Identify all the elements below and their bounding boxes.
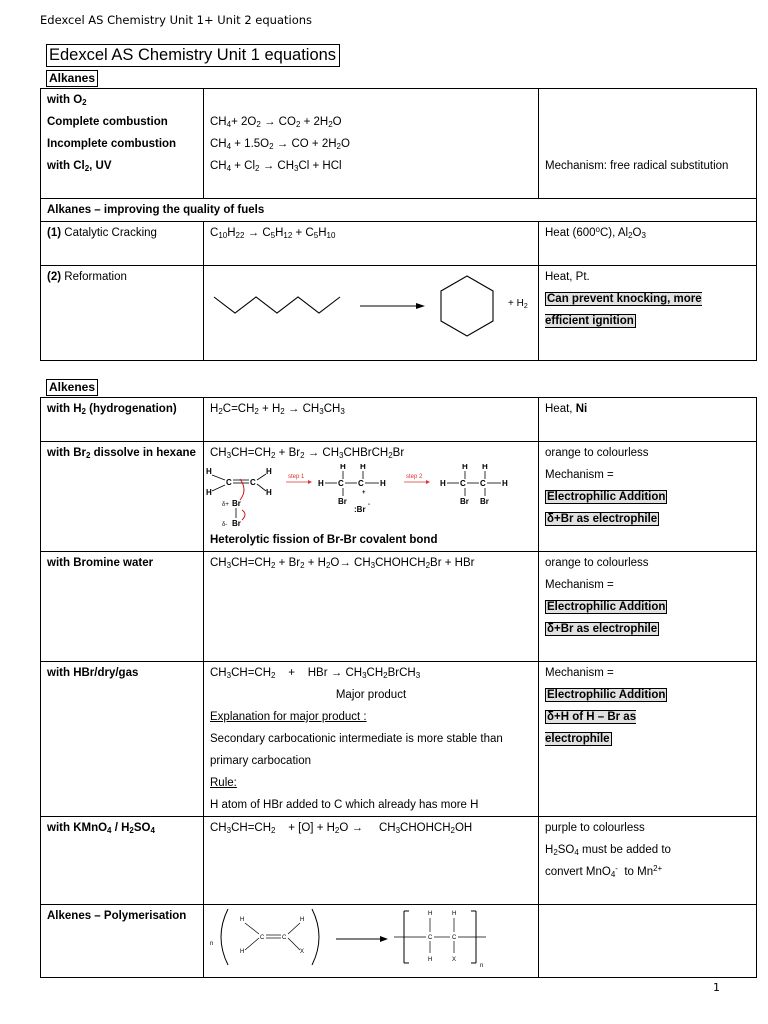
sulfuric-acid-note: $H_2SO_4$ must be added to (545, 844, 671, 857)
svg-text:H: H (206, 488, 212, 497)
kmno4-equation: $CH_3CH=CH_2$ + $[O] + H_2O$ → $CH_3CHOHCH_2OH$ (204, 817, 539, 905)
table-row: (2) Reformation + $H_2$ Heat, Pt. Can prevent knocking, more efficient ignition (41, 266, 757, 361)
electrophilic-addition-highlight: Electrophilic Addition (547, 491, 666, 503)
br2-mechanism-label: Mechanism = (545, 469, 614, 481)
page-header: Edexcel AS Chemistry Unit 1+ Unit 2 equations (40, 13, 313, 27)
hbr-equation: $CH_3CH=CH_2$ + HBr → $CH_3CH_2BrCH_3$ (210, 667, 421, 680)
table-row (41, 89, 757, 199)
electrophile-highlight: δ+Br as electrophile (547, 513, 658, 525)
table-row: (1) Catalytic Cracking $C_{10}H_{22} \to C_5H_{12} + C_5H_{10}$ Heat (600$^o$C), $Al_2O_3$ (41, 222, 757, 266)
with-cl2-label: with $Cl_2$, UV (47, 160, 112, 173)
table-row (41, 199, 757, 222)
alkenes-table (40, 397, 757, 978)
incomplete-combustion-label: Incomplete combustion (47, 138, 177, 150)
major-product-explanation-heading: Explanation for major product : (210, 711, 367, 723)
complete-combustion-label: Complete combustion (47, 116, 168, 128)
hbr-label: with HBr/dry/gas (41, 662, 204, 817)
permanganate-conversion-note: convert MnO$_4$- to $Mn^{2+}$ (545, 864, 663, 879)
svg-text:C: C (338, 479, 344, 488)
svg-text:n: n (210, 941, 214, 947)
hydrogenation-conditions: Heat, Ni (539, 398, 757, 442)
alkenes-section-label: Alkenes (46, 379, 98, 396)
svg-text:C: C (452, 935, 457, 941)
chlorination-equation: $CH_4 + Cl_2 \to CH_3Cl$ + HCl (210, 160, 342, 173)
table-row (41, 905, 757, 978)
complete-combustion-equation: $CH_4+ 2O_2 \to CO_2 + 2H_2O$ (210, 116, 342, 129)
br2-equation: $CH_3CH=CH_2 + Br_2$ → $CH_3CHBrCH_2Br$ (210, 447, 405, 460)
bromine-water-equation: $CH_3CH=CH_2 + Br_2 + H_2O\to$ $CH_3CHOHCH_2Br$ + HBr (204, 552, 539, 662)
cracking-conditions: Heat (600$^o$C), $Al_2O_3$ (539, 222, 757, 266)
electrophilic-addition-highlight: Electrophilic Addition (547, 689, 666, 701)
hbr-mechanism-label: Mechanism = (545, 667, 614, 679)
svg-text:H: H (300, 917, 305, 923)
svg-text:δ-: δ- (222, 522, 228, 528)
br2-colour-change: orange to colourless (545, 447, 649, 459)
svg-text:δ+: δ+ (222, 502, 229, 508)
cracking-equation: $C_{10}H_{22} \to C_5H_{12} + C_5H_{10}$ (204, 222, 539, 266)
table-row (41, 442, 757, 552)
svg-text:H: H (206, 467, 212, 476)
page-number: 1 (713, 981, 720, 994)
electrophilic-addition-mechanism (204, 464, 522, 528)
polymerisation-label: Alkenes – Polymerisation (41, 905, 204, 978)
svg-text:C: C (250, 478, 256, 487)
svg-text:H: H (340, 464, 346, 471)
svg-text:C: C (260, 935, 265, 941)
svg-text:H: H (440, 479, 446, 488)
svg-text:C: C (480, 479, 486, 488)
svg-text:H: H (266, 488, 272, 497)
hydrogenation-equation: $H_2C=CH_2 + H_2 \to CH_3CH_3$ (204, 398, 539, 442)
svg-text:Br: Br (232, 519, 241, 528)
bromine-water-mechanism-label: Mechanism = (545, 579, 614, 591)
svg-text:H: H (266, 467, 272, 476)
bromine-water-colour-change: orange to colourless (545, 557, 649, 569)
br2-hexane-label: with $Br_2$ dissolve in hexane (41, 442, 204, 552)
svg-text:H: H (428, 957, 433, 963)
svg-text:+: + (362, 490, 366, 496)
reformation-conditions: Heat, Pt. (545, 271, 590, 283)
major-product-explanation: Secondary carbocationic intermediate is more stable than primary carbocation (210, 733, 503, 767)
svg-text:H: H (318, 479, 324, 488)
svg-text:Br: Br (338, 497, 347, 506)
svg-text::Br: :Br (354, 505, 366, 514)
svg-text:step 1: step 1 (288, 474, 305, 480)
svg-text:H: H (240, 917, 245, 923)
arrow-head (416, 303, 425, 309)
svg-text:H: H (360, 464, 366, 471)
svg-text:H: H (502, 479, 508, 488)
kmno4-colour-change: purple to colourless (545, 822, 645, 834)
table-row (41, 662, 757, 817)
svg-text:H: H (380, 479, 386, 488)
svg-text:C: C (282, 935, 287, 941)
svg-text:H: H (428, 911, 433, 917)
svg-text:X: X (300, 949, 305, 955)
reformation-diagram (204, 266, 539, 361)
svg-text:Br: Br (232, 499, 241, 508)
bromine-water-label: with Bromine water (41, 552, 204, 662)
hexane-skeletal-structure (214, 297, 340, 313)
svg-text:C: C (358, 479, 364, 488)
markovnikov-rule-text: H atom of HBr added to C which already has more H (210, 799, 479, 811)
heterolytic-fission-caption: Heterolytic fission of Br-Br covalent bond (210, 534, 438, 546)
alkanes-table (40, 88, 757, 361)
rule-heading: Rule: (210, 777, 237, 789)
svg-text:n: n (480, 963, 484, 969)
svg-text:C: C (226, 478, 232, 487)
svg-text:C: C (460, 479, 466, 488)
electrophile-highlight: δ+H of H – Br as electrophile (545, 711, 637, 745)
svg-text:Br: Br (460, 497, 469, 506)
with-o2-label: with $O_2$ (47, 94, 87, 107)
table-row (41, 552, 757, 662)
polymerisation-scheme (204, 905, 538, 969)
anti-knocking-highlight: Can prevent knocking, more efficient ignition (545, 293, 702, 327)
cyclohexane-structure (441, 276, 493, 336)
svg-text:C: C (428, 935, 433, 941)
improving-fuels-heading: Alkanes – improving the quality of fuels (41, 199, 757, 222)
polymerisation-diagram (204, 905, 539, 978)
hydrogen-product: + $H_2$ (508, 298, 528, 310)
document-title: Edexcel AS Chemistry Unit 1 equations (46, 44, 340, 67)
reformation-label: Reformation (61, 271, 127, 283)
svg-text:step 2: step 2 (406, 474, 423, 480)
electrophile-highlight: δ+Br as electrophile (547, 623, 658, 635)
electrophilic-addition-highlight: Electrophilic Addition (547, 601, 666, 613)
alkanes-section-label: Alkanes (46, 70, 98, 87)
chlorination-mechanism-note: Mechanism: free radical substitution (545, 160, 729, 172)
svg-text:-: - (368, 502, 370, 508)
svg-text:H: H (462, 464, 468, 471)
svg-text:Br: Br (480, 497, 489, 506)
major-product-label: Major product (335, 689, 407, 701)
reformation-scheme (204, 266, 538, 352)
table-row (41, 817, 757, 905)
svg-text:H: H (452, 911, 457, 917)
hydrogenation-label: with $H_2$ (hydrogenation) (41, 398, 204, 442)
kmno4-label: with KMnO$_4$ / $H_2SO_4$ (41, 817, 204, 905)
svg-text:X: X (452, 957, 457, 963)
table-row (41, 398, 757, 442)
incomplete-combustion-equation: $CH_4 + 1.5O_2$ → CO + $2H_2O$ (210, 138, 350, 151)
svg-text:H: H (482, 464, 488, 471)
catalytic-cracking-label: Catalytic Cracking (61, 227, 157, 239)
svg-text:H: H (240, 949, 245, 955)
